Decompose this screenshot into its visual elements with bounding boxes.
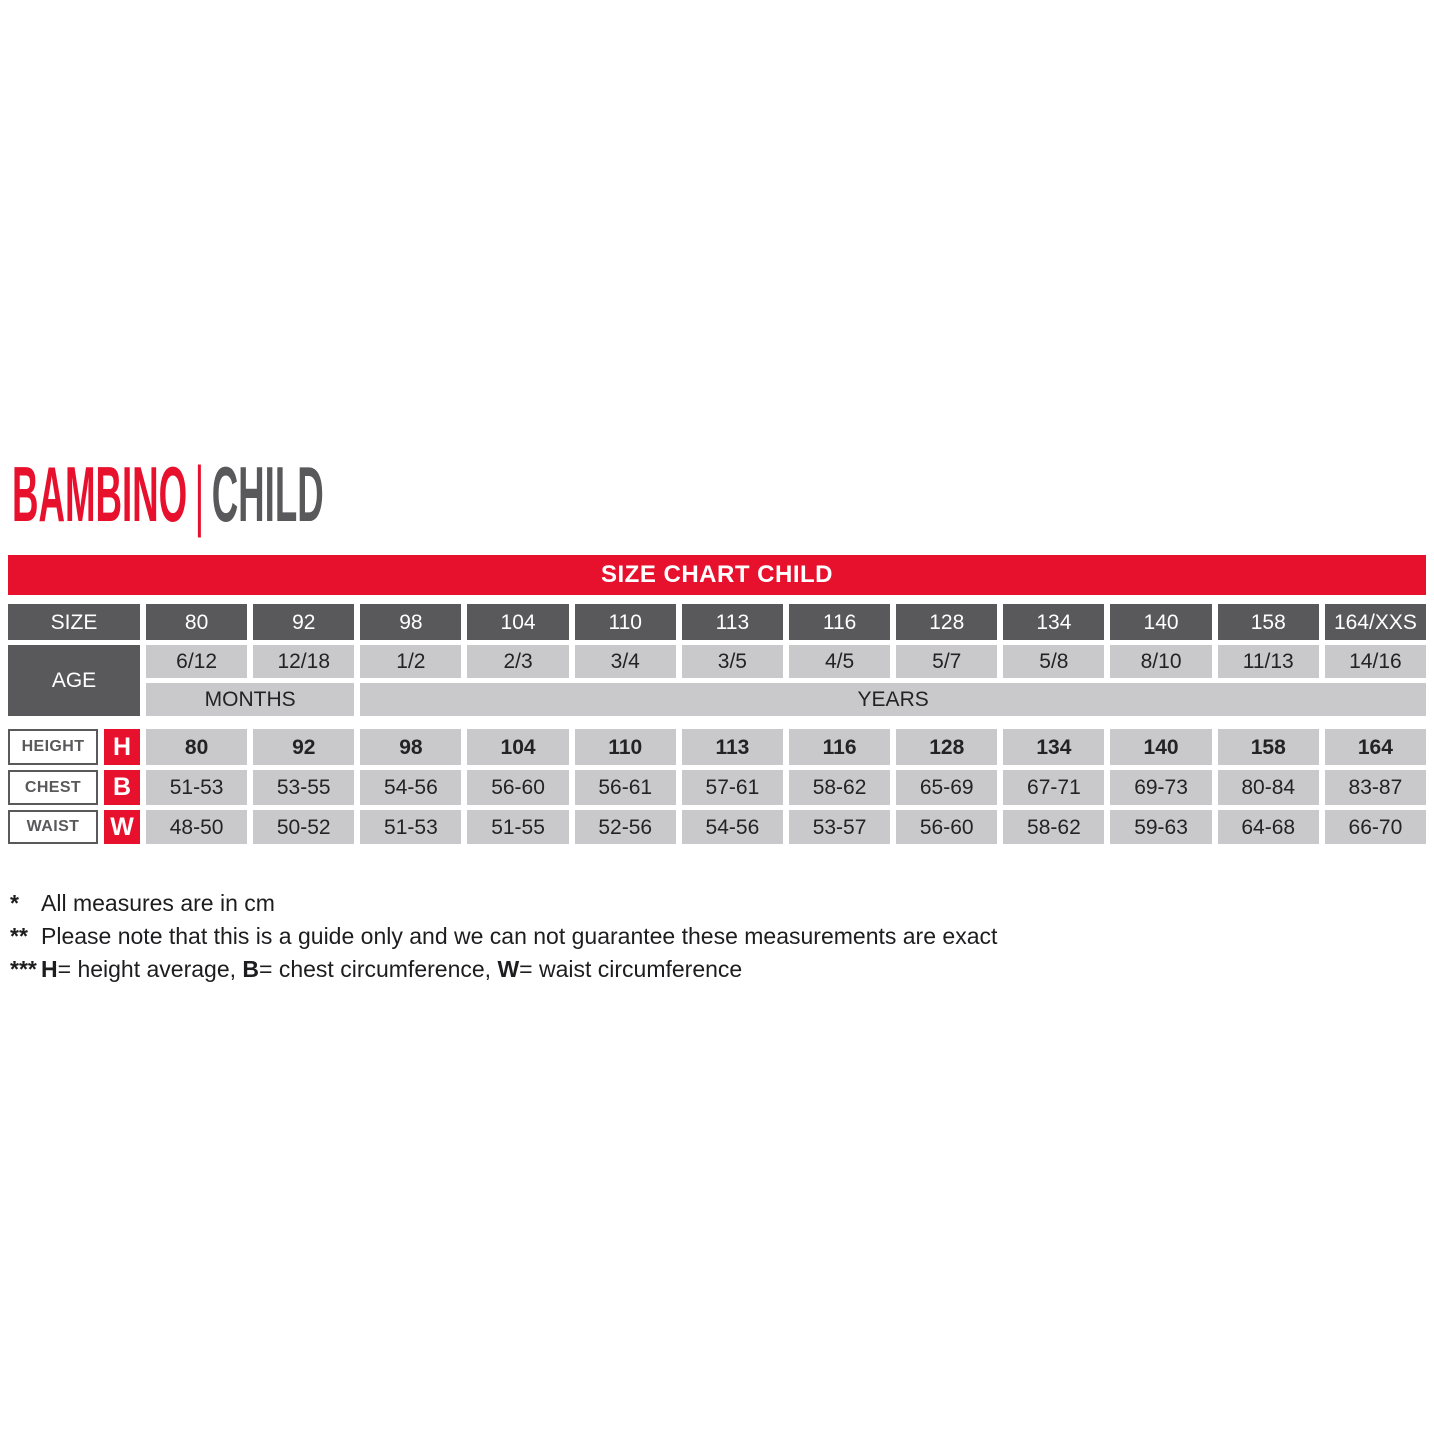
size-value: 110 <box>575 604 676 640</box>
size-value: 80 <box>146 604 247 640</box>
size-value: 128 <box>896 604 997 640</box>
chest-value: 58-62 <box>789 770 890 805</box>
page-title <box>12 450 324 538</box>
age-value: 12/18 <box>253 645 354 678</box>
waist-value: 56-60 <box>896 810 997 844</box>
waist-value: 52-56 <box>575 810 676 844</box>
age-value: 4/5 <box>789 645 890 678</box>
age-value: 14/16 <box>1325 645 1426 678</box>
waist-value: 59-63 <box>1110 810 1211 844</box>
banner-text: SIZE CHART CHILD <box>601 561 833 588</box>
years-band: YEARS <box>360 683 1426 716</box>
chest-value: 65-69 <box>896 770 997 805</box>
waist-value: 54-56 <box>682 810 783 844</box>
height-value: 134 <box>1003 729 1104 765</box>
age-value: 1/2 <box>360 645 461 678</box>
height-value: 98 <box>360 729 461 765</box>
waist-value: 51-55 <box>467 810 568 844</box>
title-name: CHILD <box>211 450 324 538</box>
height-label: HEIGHT <box>8 729 98 765</box>
chest-value: 83-87 <box>1325 770 1426 805</box>
chest-value: 54-56 <box>360 770 461 805</box>
height-value: 164 <box>1325 729 1426 765</box>
age-value: 3/5 <box>682 645 783 678</box>
chest-code-badge: B <box>104 770 140 805</box>
waist-value: 50-52 <box>253 810 354 844</box>
legend-b-text: = chest circumference, <box>259 956 498 982</box>
size-chart-banner <box>8 555 1426 595</box>
height-value: 92 <box>253 729 354 765</box>
chest-value: 51-53 <box>146 770 247 805</box>
footnote-guide <box>10 923 997 949</box>
size-value: 104 <box>467 604 568 640</box>
height-value: 110 <box>575 729 676 765</box>
title-brand: BAMBINO <box>12 450 188 538</box>
chest-value: 56-61 <box>575 770 676 805</box>
legend-b: B <box>242 956 260 982</box>
footnote-marker: ** <box>10 923 28 949</box>
size-row-header: SIZE <box>8 604 140 640</box>
size-value: 92 <box>253 604 354 640</box>
height-value: 128 <box>896 729 997 765</box>
age-value: 11/13 <box>1218 645 1319 678</box>
legend-w-text: = waist circumference <box>519 956 743 982</box>
legend-h-text: = height average, <box>57 956 243 982</box>
height-value: 140 <box>1110 729 1211 765</box>
age-value: 5/8 <box>1003 645 1104 678</box>
size-value: 140 <box>1110 604 1211 640</box>
height-row-header <box>8 729 140 765</box>
waist-value: 64-68 <box>1218 810 1319 844</box>
age-row-header: AGE <box>8 645 140 716</box>
chest-value: 80-84 <box>1218 770 1319 805</box>
height-value: 80 <box>146 729 247 765</box>
size-value: 116 <box>789 604 890 640</box>
legend-w: W <box>497 956 520 982</box>
chest-value: 56-60 <box>467 770 568 805</box>
chest-value: 69-73 <box>1110 770 1211 805</box>
footnote-text: All measures are in cm <box>41 890 275 916</box>
age-value: 2/3 <box>467 645 568 678</box>
waist-value: 48-50 <box>146 810 247 844</box>
waist-code-badge: W <box>104 810 140 844</box>
size-value: 98 <box>360 604 461 640</box>
age-value: 8/10 <box>1110 645 1211 678</box>
height-value: 116 <box>789 729 890 765</box>
size-value: 164/XXS <box>1325 604 1426 640</box>
age-value: 6/12 <box>146 645 247 678</box>
chest-value: 53-55 <box>253 770 354 805</box>
waist-label: WAIST <box>8 810 98 844</box>
size-chart-table <box>8 604 1426 844</box>
height-code-badge: H <box>104 729 140 765</box>
size-value: 113 <box>682 604 783 640</box>
waist-row-header <box>8 810 140 844</box>
waist-value: 53-57 <box>789 810 890 844</box>
waist-value: 51-53 <box>360 810 461 844</box>
chest-value: 57-61 <box>682 770 783 805</box>
waist-value: 58-62 <box>1003 810 1104 844</box>
footnote-marker: *** <box>10 956 37 982</box>
footnote-text <box>41 956 742 982</box>
height-value: 104 <box>467 729 568 765</box>
footnote-text: Please note that this is a guide only and we can not guarantee these measurements are exact <box>41 923 998 949</box>
footnotes <box>10 890 997 989</box>
height-value: 113 <box>682 729 783 765</box>
legend-h: H <box>41 956 58 982</box>
footnote-measures <box>10 890 997 916</box>
height-value: 158 <box>1218 729 1319 765</box>
footnote-marker: * <box>10 890 19 916</box>
title-separator: | <box>194 450 205 538</box>
age-value: 3/4 <box>575 645 676 678</box>
waist-value: 66-70 <box>1325 810 1426 844</box>
footnote-legend <box>10 956 997 982</box>
age-value: 5/7 <box>896 645 997 678</box>
chest-row-header <box>8 770 140 805</box>
months-band: MONTHS <box>146 683 354 716</box>
chest-value: 67-71 <box>1003 770 1104 805</box>
chest-label: CHEST <box>8 770 98 805</box>
size-value: 158 <box>1218 604 1319 640</box>
size-value: 134 <box>1003 604 1104 640</box>
